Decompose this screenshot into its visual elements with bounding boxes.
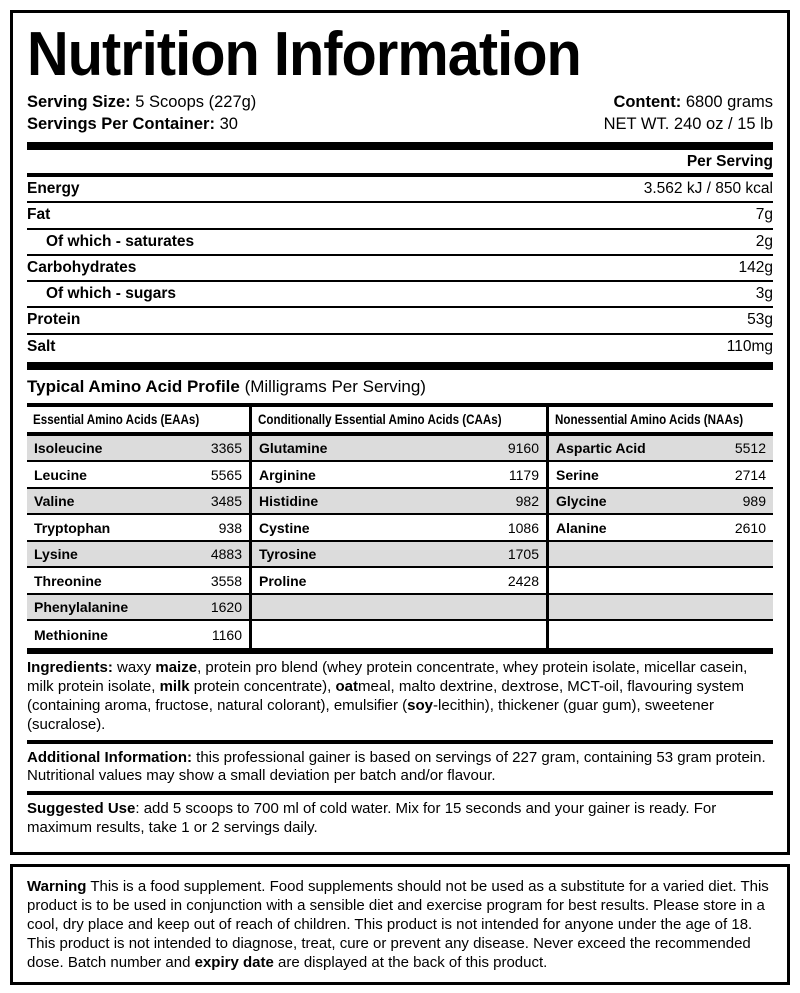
amino-name: Proline xyxy=(259,572,307,589)
content-details xyxy=(604,91,773,135)
allergen-highlight: soy xyxy=(407,696,434,714)
amino-row xyxy=(27,489,249,516)
amino-table-header-row xyxy=(27,407,773,436)
amino-row xyxy=(252,542,546,569)
amino-row xyxy=(27,595,249,622)
additional-information-text: this professional gainer is based on servings of 227 gram, containing 53 gram protein. Nutritional values may show a small deviation per batch and/or flavour. xyxy=(27,748,766,785)
serving-size-label: Serving Size: xyxy=(27,92,131,111)
allergen-highlight: milk xyxy=(159,677,190,695)
serving-size-line xyxy=(27,91,256,113)
amino-name: Tyrosine xyxy=(259,546,317,563)
nutrition-row xyxy=(27,230,773,256)
amino-value: 1086 xyxy=(507,519,539,536)
suggested-use-block xyxy=(27,795,773,840)
additional-information-block xyxy=(27,744,773,796)
amino-column-1 xyxy=(27,436,249,648)
amino-name: Arginine xyxy=(259,466,316,483)
nutrition-row xyxy=(27,308,773,334)
amino-row xyxy=(549,462,773,489)
nutrition-facts-table xyxy=(27,152,773,359)
nutrition-row-name: Of which - saturates xyxy=(46,232,195,250)
page-title: Nutrition Information xyxy=(27,20,581,89)
amino-profile-title-main: Typical Amino Acid Profile xyxy=(27,376,240,396)
amino-row xyxy=(549,515,773,542)
amino-row xyxy=(549,568,773,595)
amino-value: 1620 xyxy=(210,599,242,616)
amino-row xyxy=(27,621,249,648)
amino-name: Glycine xyxy=(556,493,607,510)
allergen-highlight: maize xyxy=(155,658,198,676)
amino-value: 4883 xyxy=(210,546,242,563)
amino-value: 989 xyxy=(742,493,766,510)
amino-name: Serine xyxy=(556,466,599,483)
amino-value: 2610 xyxy=(734,519,766,536)
amino-profile-title xyxy=(27,377,773,397)
amino-name: Methionine xyxy=(34,626,108,643)
amino-row xyxy=(252,515,546,542)
amino-row xyxy=(27,568,249,595)
nutrition-row xyxy=(27,203,773,229)
amino-value: 9160 xyxy=(507,440,539,457)
nutrition-row-value: 53g xyxy=(747,311,773,329)
nutrition-row-value: 110mg xyxy=(726,337,773,355)
amino-name: Cystine xyxy=(259,519,310,536)
net-weight-line: NET WT. 240 oz / 15 lb xyxy=(603,114,773,133)
nutrition-row-name: Energy xyxy=(27,180,80,198)
amino-name: Phenylalanine xyxy=(34,599,129,616)
amino-name: Glutamine xyxy=(259,440,328,457)
ingredients-text: waxy maize, protein pro blend (whey protein concentrate, whey protein isolate, micellar casein, milk protein isolate, milk protein concentrate), oatmeal, malto dextrine, dextrose, MCT-oil, flavouring system (containing aroma, fructose, natural colorant), emulsifier (soy-lecithin), thickener (guar gum), sweetener (sucralose). xyxy=(27,658,748,733)
nutrition-row-name: Carbohydrates xyxy=(27,258,137,276)
amino-row xyxy=(27,542,249,569)
nutrition-row-value: 2g xyxy=(755,232,773,250)
amino-row xyxy=(252,568,546,595)
amino-column-header-label xyxy=(27,407,249,432)
header-divider-bar xyxy=(27,142,773,150)
serving-header xyxy=(27,91,773,135)
amino-value: 938 xyxy=(218,519,242,536)
suggested-use-label: Suggested Use xyxy=(27,800,136,818)
amino-value: 1705 xyxy=(507,546,539,563)
nutrition-row-name: Of which - sugars xyxy=(46,285,177,303)
nutrition-row-name: Fat xyxy=(27,206,51,224)
ingredients-block xyxy=(27,654,773,744)
nutrition-row-value: 142g xyxy=(738,258,773,276)
amino-name: Histidine xyxy=(259,493,319,510)
servings-per-container-line xyxy=(27,113,256,135)
nutrition-row-value: 7g xyxy=(755,206,773,224)
amino-row xyxy=(549,542,773,569)
warning-label: Warning xyxy=(27,877,87,895)
amino-column-header-text: Essential Amino Acids (EAAs) xyxy=(33,411,200,427)
amino-value: 3365 xyxy=(210,440,242,457)
amino-row xyxy=(252,462,546,489)
serving-size-value: 5 Scoops (227g) xyxy=(135,92,257,111)
amino-row xyxy=(549,436,773,463)
amino-row xyxy=(252,595,546,622)
amino-column-header-label xyxy=(549,407,780,432)
amino-value: 3485 xyxy=(210,493,242,510)
content-value: 6800 grams xyxy=(685,92,773,111)
amino-row xyxy=(27,436,249,463)
amino-column-header-text: Conditionally Essential Amino Acids (CAAs) xyxy=(258,411,502,427)
amino-profile-title-unit: (Milligrams Per Serving) xyxy=(239,376,426,396)
amino-value: 3558 xyxy=(210,572,242,589)
main-info-panel xyxy=(10,10,790,855)
amino-name: Alanine xyxy=(556,519,607,536)
amino-value: 5565 xyxy=(210,466,242,483)
nutrition-row xyxy=(27,256,773,282)
nutrition-bottom-bar xyxy=(27,362,773,370)
amino-name: Isoleucine xyxy=(34,440,103,457)
amino-row xyxy=(252,436,546,463)
amino-row xyxy=(549,595,773,622)
nutrition-row-name: Salt xyxy=(27,337,56,355)
amino-row xyxy=(549,489,773,516)
allergen-highlight: oat xyxy=(335,677,359,695)
amino-name: Leucine xyxy=(34,466,87,483)
amino-row xyxy=(27,515,249,542)
amino-row xyxy=(252,621,546,648)
amino-column-header-3 xyxy=(546,407,780,432)
amino-acid-table xyxy=(27,403,773,654)
nutrition-row-value: 3g xyxy=(755,285,773,303)
amino-value: 5512 xyxy=(734,440,766,457)
suggested-use-text: : add 5 scoops to 700 ml of cold water. Mix for 15 seconds and your gainer is ready. For maximum results, take 1 or 2 servings daily. xyxy=(27,800,717,837)
amino-name: Valine xyxy=(34,493,75,510)
amino-name: Aspartic Acid xyxy=(556,440,646,457)
servings-per-container-value: 30 xyxy=(219,114,238,133)
amino-column-header-label xyxy=(252,407,546,432)
amino-value: 1179 xyxy=(508,466,539,483)
nutrition-row xyxy=(27,335,773,359)
amino-row xyxy=(252,489,546,516)
nutrition-row xyxy=(27,282,773,308)
servings-per-container-label: Servings Per Container: xyxy=(27,114,215,133)
amino-table-body xyxy=(27,436,773,648)
warning-panel xyxy=(10,864,790,985)
per-serving-column-header: Per Serving xyxy=(686,152,773,170)
amino-name: Tryptophan xyxy=(34,519,111,536)
nutrition-row xyxy=(27,177,773,203)
ingredients-label: Ingredients: xyxy=(27,658,113,676)
nutrition-rows-container xyxy=(27,177,773,359)
amino-name: Threonine xyxy=(34,572,102,589)
amino-column-3 xyxy=(546,436,773,648)
amino-value: 2714 xyxy=(734,466,766,483)
warning-emphasis: expiry date xyxy=(194,953,274,971)
content-line xyxy=(604,91,773,113)
amino-value: 1160 xyxy=(211,626,242,643)
amino-column-header-text: Nonessential Amino Acids (NAAs) xyxy=(555,411,744,427)
warning-text xyxy=(27,877,773,972)
amino-column-2 xyxy=(249,436,546,648)
warning-body-text: This is a food supplement. Food supplements should not be used as a substitute for a varied diet. This product is to be used in conjunction with a sensible diet and exercise program for best results. Please store in a cool, dry place and keep out of reach of children. This product is not intended for anyone under the age of 18. This product is not intended to diagnose, treat, cure or prevent any disease. Never exceed the recommended dose. Batch number and expiry date are displayed at the back of this product. xyxy=(27,877,769,971)
amino-column-header-2 xyxy=(249,407,546,432)
serving-details xyxy=(27,91,256,135)
amino-name: Lysine xyxy=(34,546,78,563)
additional-information-label: Additional Information: xyxy=(27,748,192,766)
nutrition-row-name: Protein xyxy=(27,311,81,329)
amino-column-header-1 xyxy=(27,407,249,432)
amino-row xyxy=(27,462,249,489)
amino-row xyxy=(549,621,773,648)
nutrition-table-header xyxy=(27,152,773,177)
amino-value: 982 xyxy=(515,493,539,510)
amino-value: 2428 xyxy=(507,572,539,589)
content-label: Content: xyxy=(613,92,682,111)
nutrition-row-value: 3.562 kJ / 850 kcal xyxy=(643,180,773,198)
